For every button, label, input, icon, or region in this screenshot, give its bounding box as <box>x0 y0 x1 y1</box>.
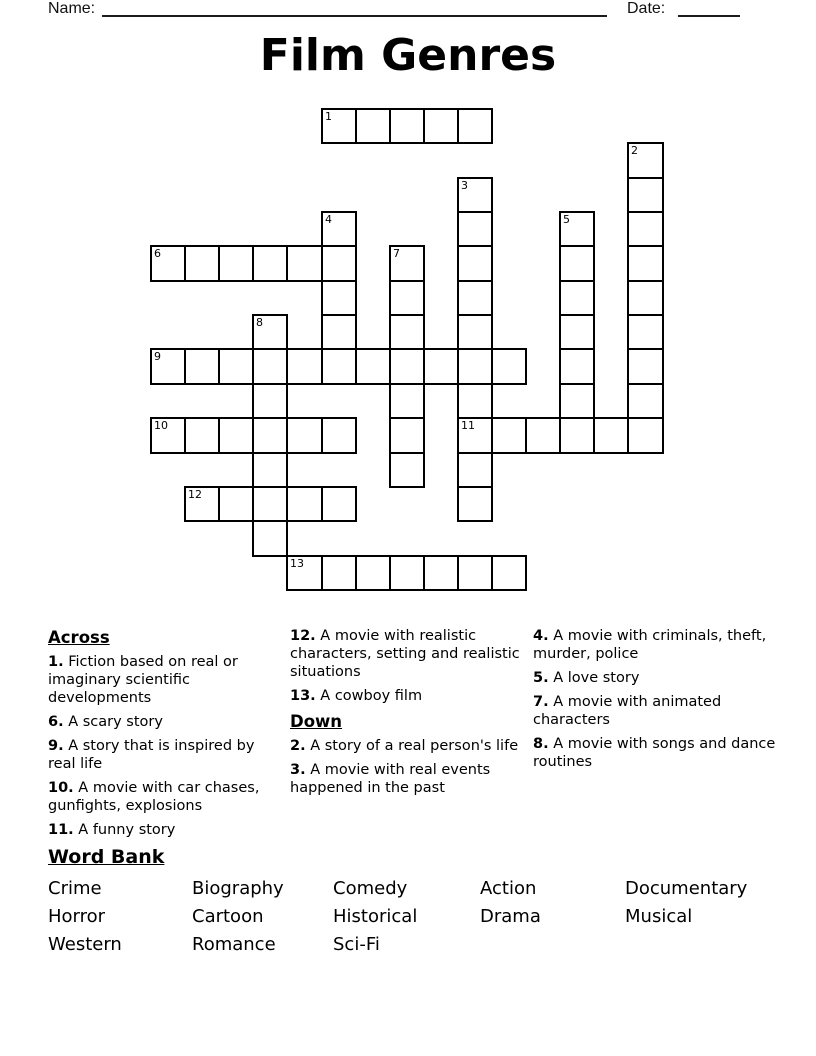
grid-cell[interactable] <box>389 108 425 144</box>
grid-cell[interactable] <box>184 417 220 454</box>
grid-cell[interactable] <box>218 486 254 522</box>
grid-cell[interactable] <box>184 245 220 282</box>
clue-number: 5. <box>533 670 549 687</box>
grid-cell[interactable] <box>627 314 664 350</box>
grid-cell[interactable] <box>218 245 254 282</box>
clue-number: 2. <box>290 738 306 755</box>
grid-cell[interactable] <box>321 417 357 454</box>
word-bank-word: Action <box>480 878 537 899</box>
grid-cell[interactable] <box>627 177 664 213</box>
clues-column-across <box>48 628 280 847</box>
grid-cell[interactable] <box>457 108 493 144</box>
grid-cell[interactable] <box>627 280 664 316</box>
grid-cell[interactable] <box>355 555 391 591</box>
grid-cell-number: 5 <box>563 213 570 226</box>
grid-cell[interactable] <box>286 245 323 282</box>
grid-cell[interactable] <box>321 314 357 350</box>
grid-cell[interactable] <box>457 177 493 213</box>
grid-cell[interactable] <box>457 417 493 454</box>
grid-cell-number: 2 <box>631 144 638 157</box>
word-bank-heading: Word Bank <box>48 846 165 868</box>
grid-cell[interactable] <box>389 314 425 350</box>
clues-column-down <box>533 628 783 779</box>
grid-cell[interactable] <box>252 383 288 419</box>
grid-cell[interactable] <box>389 280 425 316</box>
grid-cell[interactable] <box>627 142 664 179</box>
grid-cell[interactable] <box>355 348 391 385</box>
grid-cell[interactable] <box>423 555 459 591</box>
word-bank-word: Comedy <box>333 878 408 899</box>
clue-number: 13. <box>290 687 316 704</box>
clue-number: 12. <box>290 628 316 644</box>
grid-cell[interactable] <box>286 417 323 454</box>
grid-cell[interactable] <box>150 348 186 385</box>
clues-heading: Across <box>48 628 110 647</box>
grid-cell[interactable] <box>286 348 323 385</box>
clue-number: 4. <box>533 628 549 644</box>
word-bank-word: Cartoon <box>192 906 264 927</box>
clue-item: 13. A cowboy film <box>290 687 423 704</box>
clue-item: 11. A funny story <box>48 822 176 839</box>
clue-number: 1. <box>48 654 64 670</box>
grid-cell[interactable] <box>457 280 493 316</box>
grid-cell[interactable] <box>389 348 425 385</box>
grid-cell[interactable] <box>321 211 357 247</box>
clue-number: 7. <box>533 694 549 711</box>
clues-column-middle <box>290 628 526 805</box>
grid-cell[interactable] <box>321 348 357 385</box>
grid-cell[interactable] <box>559 417 595 454</box>
grid-cell[interactable] <box>286 555 323 591</box>
clue-number: 10. <box>48 780 74 797</box>
grid-cell[interactable] <box>218 417 254 454</box>
clue-item: 10. A movie with car chases, gunfights, explosions <box>48 780 260 815</box>
grid-cell-number: 3 <box>461 179 468 192</box>
clue-item: 4. A movie with criminals, theft, murder, police <box>533 628 767 662</box>
grid-cell-number: 6 <box>154 247 161 260</box>
grid-cell[interactable] <box>252 520 288 557</box>
grid-cell[interactable] <box>252 348 288 385</box>
grid-cell[interactable] <box>389 555 425 591</box>
grid-cell[interactable] <box>389 452 425 488</box>
grid-cell[interactable] <box>252 486 288 522</box>
word-bank-word: Crime <box>48 878 102 899</box>
clue-item: 12. A movie with realistic characters, setting and realistic situations <box>290 628 520 680</box>
grid-cell[interactable] <box>252 452 288 488</box>
clue-item: 6. A scary story <box>48 713 163 730</box>
grid-cell[interactable] <box>218 348 254 385</box>
word-bank-word: Musical <box>625 906 693 927</box>
grid-cell[interactable] <box>559 314 595 350</box>
grid-cell[interactable] <box>627 348 664 385</box>
grid-cell[interactable] <box>457 452 493 488</box>
clue-item: 9. A story that is inspired by real life <box>48 738 255 772</box>
grid-cell[interactable] <box>184 348 220 385</box>
grid-cell[interactable] <box>627 245 664 282</box>
clue-number: 8. <box>533 736 549 753</box>
word-bank-word: Historical <box>333 906 418 927</box>
grid-cell[interactable] <box>559 211 595 247</box>
page-title: Film Genres <box>259 30 557 81</box>
grid-cell-number: 13 <box>290 557 304 570</box>
grid-cell[interactable] <box>457 245 493 282</box>
word-bank-word: Documentary <box>625 878 748 899</box>
word-bank-grid <box>48 877 788 961</box>
word-bank-word: Sci-Fi <box>333 934 380 955</box>
word-bank-word: Romance <box>192 934 276 955</box>
grid-cell-number: 8 <box>256 316 263 329</box>
grid-cell[interactable] <box>593 417 629 454</box>
grid-cell[interactable] <box>491 417 527 454</box>
grid-cell[interactable] <box>321 555 357 591</box>
grid-cell[interactable] <box>491 348 527 385</box>
clue-number: 6. <box>48 713 64 730</box>
grid-cell[interactable] <box>150 245 186 282</box>
grid-cell-number: 12 <box>188 488 202 501</box>
grid-cell[interactable] <box>559 383 595 419</box>
grid-cell[interactable] <box>286 486 323 522</box>
grid-cell[interactable] <box>423 348 459 385</box>
grid-cell[interactable] <box>525 417 561 454</box>
grid-cell[interactable] <box>355 108 391 144</box>
grid-cell-number: 9 <box>154 350 161 363</box>
name-label: Name: <box>48 0 96 17</box>
grid-cell[interactable] <box>321 108 357 144</box>
grid-cell[interactable] <box>457 314 493 350</box>
grid-cell[interactable] <box>150 417 186 454</box>
grid-cell[interactable] <box>457 555 493 591</box>
grid-cell[interactable] <box>423 108 459 144</box>
grid-cell[interactable] <box>457 348 493 385</box>
grid-cell[interactable] <box>457 211 493 247</box>
clue-item: 3. A movie with real events happened in the past <box>290 762 491 797</box>
grid-cell[interactable] <box>627 211 664 247</box>
grid-cell[interactable] <box>252 314 288 350</box>
grid-cell[interactable] <box>457 383 493 419</box>
word-bank-word: Horror <box>48 906 106 927</box>
grid-cell[interactable] <box>389 245 425 282</box>
clues-heading: Down <box>290 712 343 732</box>
grid-cell[interactable] <box>252 417 288 454</box>
grid-cell-number: 7 <box>393 247 400 260</box>
clue-item: 1. Fiction based on real or imaginary scientific developments <box>48 654 238 706</box>
word-bank-word: Western <box>48 934 122 955</box>
grid-cell[interactable] <box>389 417 425 454</box>
grid-cell-number: 11 <box>461 419 475 432</box>
grid-cell[interactable] <box>321 245 357 282</box>
clue-item: 7. A movie with animated characters <box>533 694 722 729</box>
grid-cell[interactable] <box>184 486 220 522</box>
grid-cell-number: 1 <box>325 110 332 123</box>
clue-item: 2. A story of a real person's life <box>290 738 519 755</box>
clue-number: 9. <box>48 738 64 755</box>
grid-cell[interactable] <box>491 555 527 591</box>
grid-cell[interactable] <box>321 280 357 316</box>
date-label: Date: <box>627 0 666 17</box>
clue-item: 5. A love story <box>533 670 640 687</box>
grid-cell[interactable] <box>559 280 595 316</box>
grid-cell-number: 4 <box>325 213 332 226</box>
grid-cell[interactable] <box>627 417 664 454</box>
grid-cell[interactable] <box>389 383 425 419</box>
grid-cell[interactable] <box>252 245 288 282</box>
grid-cell[interactable] <box>559 348 595 385</box>
word-bank-word: Drama <box>480 906 541 927</box>
grid-cell-number: 10 <box>154 419 168 432</box>
clue-number: 11. <box>48 822 74 839</box>
word-bank-word: Biography <box>192 878 284 899</box>
grid-cell[interactable] <box>627 383 664 419</box>
word-bank <box>48 846 788 961</box>
grid-cell[interactable] <box>559 245 595 282</box>
grid-cell[interactable] <box>321 486 357 522</box>
clue-number: 3. <box>290 762 306 779</box>
grid-cell[interactable] <box>457 486 493 522</box>
clue-item: 8. A movie with songs and dance routines <box>533 736 776 771</box>
